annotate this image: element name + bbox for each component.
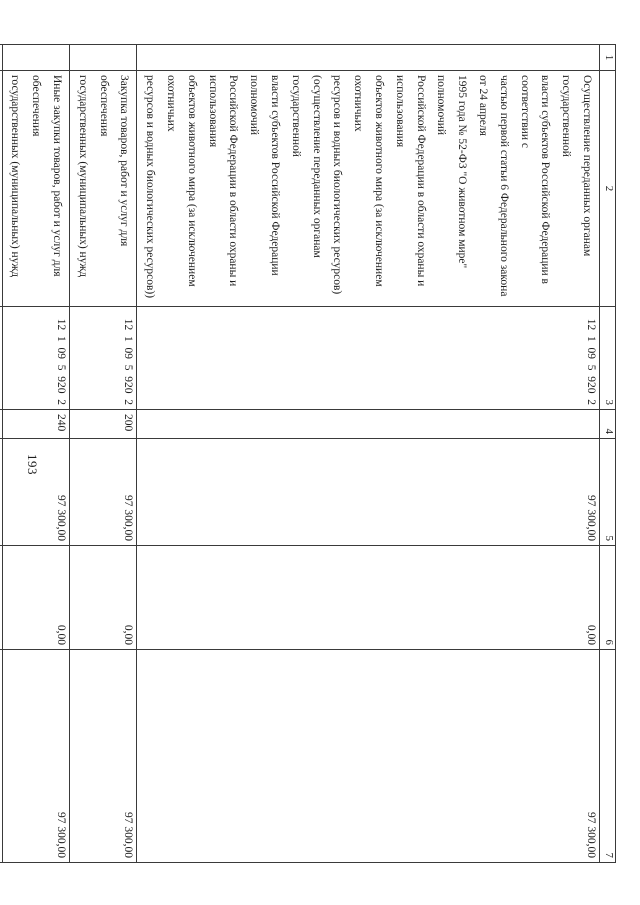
description-line: объектов животного мира (за исключением охотничьих <box>165 75 198 287</box>
description-line: ресурсов и водных биологических ресурсов)) <box>144 75 157 299</box>
table-body <box>0 45 616 863</box>
description-line: государственных (муниципальных) нужд <box>76 75 89 278</box>
row-description <box>2 71 69 307</box>
header-cell-5: 5 <box>600 439 616 546</box>
description-line: власти субъектов Российской Федерации в соответствии с <box>518 75 552 284</box>
description-line: частью первой статьи 6 Федерального закона от 24 апреля <box>477 75 510 297</box>
header-cell-3: 3 <box>600 307 616 410</box>
row-number-cell <box>0 45 2 71</box>
row-value-col5 <box>0 439 2 546</box>
row-number-cell <box>137 45 600 71</box>
row-value-col5: 97 300,00 <box>137 439 600 546</box>
description-line: ресурсов и водных биологических ресурсов) <box>331 75 344 295</box>
row-value-col5: 97 300,00 <box>2 439 69 546</box>
row-code <box>0 307 2 410</box>
description-line: (осуществление переданных органам государственной <box>289 75 323 258</box>
row-expense-type <box>0 410 2 439</box>
row-value-col6: 0,00 <box>137 546 600 650</box>
row-code: 12 1 09 5 920 2 <box>137 307 600 410</box>
header-cell-7: 7 <box>600 650 616 863</box>
row-expense-type: 200 <box>70 410 137 439</box>
row-code: 12 1 09 5 920 2 <box>2 307 69 410</box>
description-line: объектов животного мира (за исключением охотничьих <box>352 75 386 287</box>
row-description <box>137 71 600 307</box>
page-number: 193 <box>25 454 40 475</box>
description-line: Иные закупки товаров, работ и услуг для обеспечения <box>30 75 64 277</box>
row-value-col6 <box>0 546 2 650</box>
description-line: Российской Федерации в области охраны и использования <box>206 75 240 287</box>
description-line: Закупка товаров, работ и услуг для обеспечения <box>97 75 131 247</box>
table-row <box>0 45 2 863</box>
description-line: государственных (муниципальных) нужд <box>9 75 22 278</box>
row-description <box>70 71 137 307</box>
row-code: 12 1 09 5 920 2 <box>70 307 137 410</box>
table-row <box>2 45 69 863</box>
header-cell-1: 1 <box>600 45 616 71</box>
row-number-cell <box>2 45 69 71</box>
row-description <box>0 71 2 307</box>
table-row <box>70 45 137 863</box>
row-value-col7: 97 300,00 <box>137 650 600 863</box>
description-line: Осуществление переданных органам государственной <box>560 75 593 257</box>
row-value-col6: 0,00 <box>70 546 137 650</box>
header-cell-2: 2 <box>600 71 616 307</box>
table-row <box>137 45 600 863</box>
row-value-col7: 97 300,00 <box>70 650 137 863</box>
row-value-col5: 97 300,00 <box>70 439 137 546</box>
description-line: 1995 года № 52-ФЗ "О животном мире" полномочий <box>435 75 469 269</box>
budget-table <box>0 44 616 863</box>
header-cell-6: 6 <box>600 546 616 650</box>
header-row <box>600 45 616 863</box>
row-value-col7 <box>0 650 2 863</box>
row-expense-type: 240 <box>2 410 69 439</box>
row-expense-type <box>137 410 600 439</box>
description-line: Российской Федерации в области охраны и использования <box>393 75 427 287</box>
row-value-col7: 97 300,00 <box>2 650 69 863</box>
header-cell-4: 4 <box>600 410 616 439</box>
row-number-cell <box>70 45 137 71</box>
row-value-col6: 0,00 <box>2 546 69 650</box>
description-line: власти субъектов Российской Федерации полномочий <box>248 75 282 276</box>
